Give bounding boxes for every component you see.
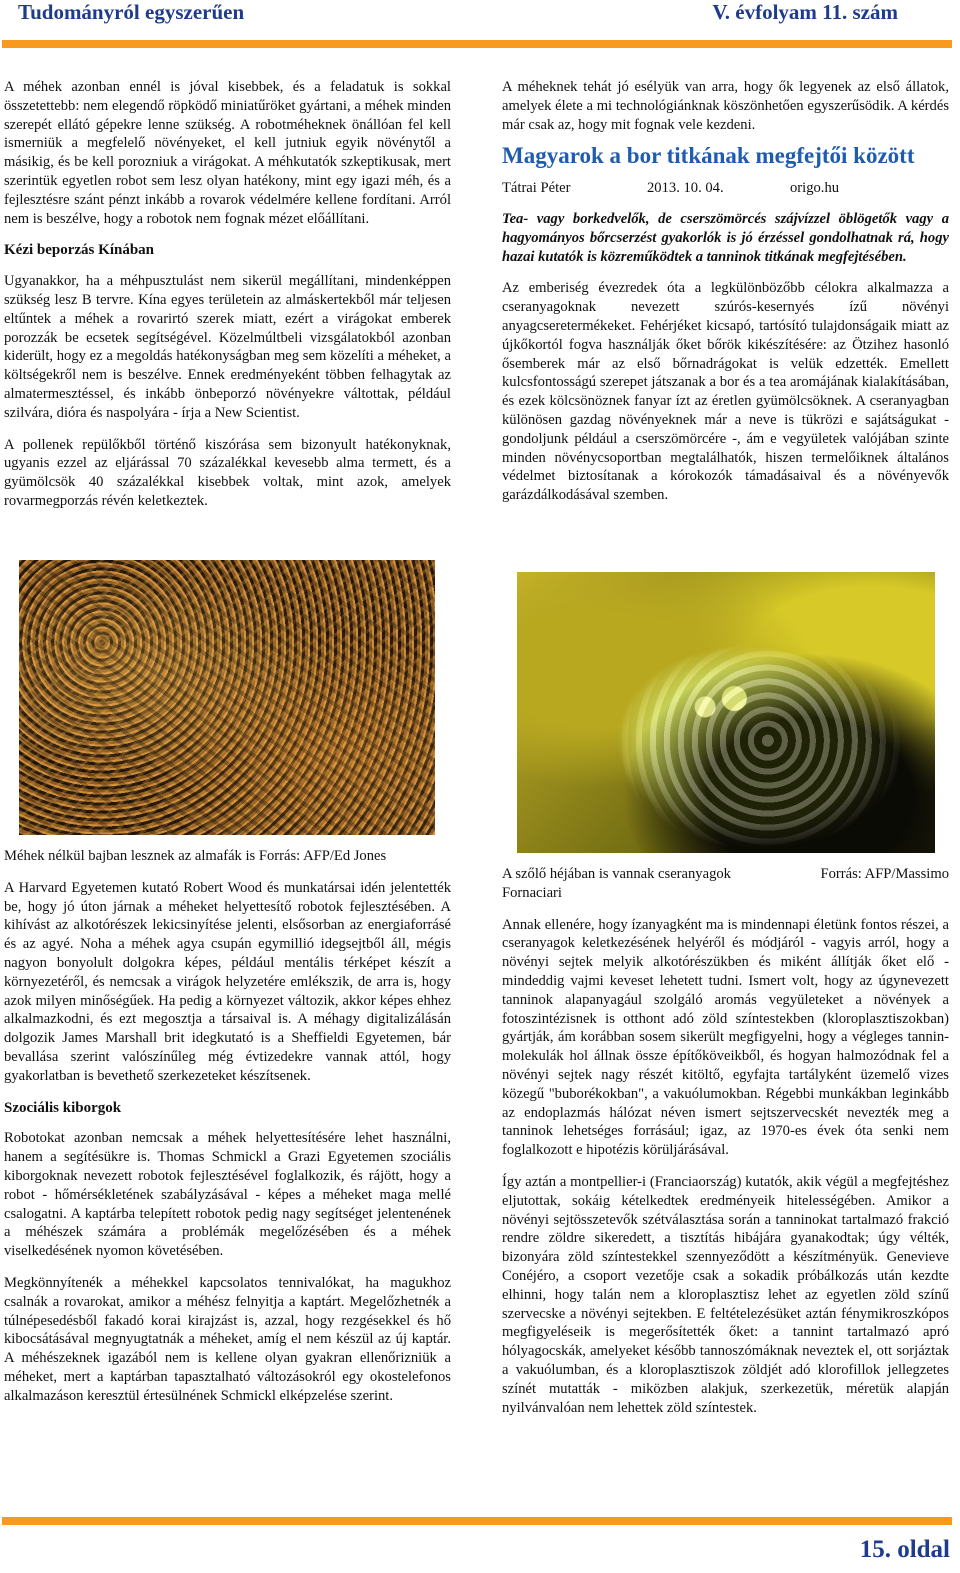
grapes-photo (517, 572, 935, 853)
image-caption: Méhek nélkül bajban lesznek az almafák is Forrás: AFP/Ed Jones (4, 848, 387, 864)
paragraph: Így aztán a montpellier-i (Franciaország) kutatók, akik végül a megfejtéshez eljutottak, sokáig kételkedtek eredményeik hitelességében. Amikor a növényi sejtösszetevők szétválasztása során a tanninokat tartalmazó frakció rendre zöldre sikeredett, a tisztítás hibájára gyanakodtak; úgy vélték, bizonyára zöld színtestekkel szennyeződött a készítményük. Genevieve Conéjéro, a csoport vezetője csak a sokadik próbálkozás után kezdte elhinni, hogy talán nem a kloroplasztisz lehet az egyetlen zöld színű szervecske a növényi sejtekben. E feltételezésüket aztán fénymikroszkópos megfigyeléseik is megerősítették őket: a tannint tartalmazó apró hólyagocskák, amelyeket később tannoszómáknak neveztek el, ott sorjáztak a vakuólumban, és a kloroplasztiszok zöldjét adó klorofillok jellegzetes színét mutatták - miközben alakjuk, szerkezetük, méretük alapján nyilvánvalóan nem lehettek zöld színtestek. (502, 1173, 949, 1416)
date: 2013. 10. 04. (647, 180, 724, 197)
article-lead: Tea- vagy borkedvelők, de cserszömörcés szájvízzel öblögetők vagy a hagyományos bőrcserzést gyakorlók is jó érzéssel gondolhatnak rá, hogy hazai kutatók is közreműködtek a tanninok titkának megfejtésében. (502, 210, 949, 265)
caption-source: Forrás: AFP/Massimo (820, 866, 949, 882)
page-header (0, 0, 960, 38)
right-column-top (502, 78, 949, 518)
paragraph: A méhek azonban ennél is jóval kisebbek, és a feladatuk is sokkal összetettebb: nem elegendő röpködő miniatűröket gyártani, a méhek minden szerepét ellátó gépekre lenne szükség. A robotméheknek önállóan fel kell ismerniük a megfelelő növényeket, el kell jutniuk egyik növénytől a másikig, és be kell porozniuk a virágokat. A méhkutatók szkeptikusak, mert szerintük egyetlen robot sem lesz olyan hatékony, mint egy igazi méh, és a fejlesztésre szánt pénzt inkább a rovarok védelmére kellene fordítani. Arról nem is beszélve, hogy a robotok nem fognak mézet előállítani. (4, 79, 451, 227)
article-title: Magyarok a bor titkának megfejtői között (502, 143, 915, 169)
paragraph: A méheknek tehát jó esélyük van arra, hogy ők legyenek az első állatok, amelyek élete a mi technológiánknak köszönhetően egyszerűsödik. A kérdés már csak az, hogy mit fognak vele kezdeni. (502, 79, 949, 133)
source: origo.hu (790, 180, 840, 197)
caption-text: A szőlő héjában is vannak cseranyagok (502, 866, 731, 882)
bees-photo (19, 560, 435, 835)
paragraph: Ugyanakkor, ha a méhpusztulást nem sikerül megállítani, mindenképpen szükség lesz B tervre. Kína egyes területein az almáskertekből már teljesen eltűntek a méhek a rovarirtó szerek miatt, ezért a virágokat emberek porozzák be ecsetek segítségével. Közelmúltbeli vizsgálatokból azonban kiderült, hogy ez a megoldás hatékonyságban meg sem közelíti a méheket, a költségekről nem is beszélve. Ennek eredményeként többen felhagytak az almatermesztéssel, és inkább önbeporzó növényekre váltottak, például szilvára, dióra és naspolyára - írja a New Scientist. (4, 273, 451, 421)
magazine-title: Tudományról egyszerűen (18, 0, 245, 24)
paragraph: Megkönnyítenék a méhekkel kapcsolatos tennivalókat, ha magukhoz csalnák a rovarokat, amikor a méhész felnyitja a kaptárt. Megelőzhetnék a túlnépesedésből fakadó korai kirajzást is, azzal, hogy rezgésekkel és hő kibocsátásával megnyugtatnák a méheket, amíg el nem készül az új kaptár. A méhészeknek igazából nem is kellene olyan gyakran ellenőrizniük a méheket, mert a kaptárban tapasztalható változásokról egy okostelefonos alkalmazáson keresztül értesülnének Schmickl elképzelése szerint. (4, 1274, 451, 1404)
left-column-bottom (4, 847, 451, 1419)
paragraph: A pollenek repülőkből történő kiszórása sem bizonyult hatékonyknak, ugyanis ezzel az eljárással 70 százalékkal kevesebb alma termett, és a gyümölcsök 40 százalékkal kisebbek voltak, mint azok, amelyek rovarmegporzás révén keletkeztek. (4, 436, 451, 509)
paragraph: Az emberiség évezredek óta a legkülönbözőbb célokra alkalmazza a cseranyagoknak nevezett szúrós-kesernyés ízű növényi anyagcseretermékeket. Fehérjéket kicsapó, tartósító tulajdonságaik miatt az újkőkortól fogva használják őket bőrök kikészítésére: az Ötzihez hasonló ősemberek már az első bőrnadrágokat is velük edzették. Emellett kulcsfontosságú szerepet játszanak a bor és a tea aromájának kialakításában, és ezek kölcsönöznek fanyar ízt az éretlen gyümölcsöknek. A cseranyagban különösen gazdag növényeknek már a neve is tükrözi e sajátságukat - gondoljunk például a cserszömörcére -, ám e vegyületek valójában szinte minden növénycsoportban megtalálhatók, hiszen termelőiknek általános védelmet biztosítanak a kórokozók támadásaival és a növényevők garázdálkodásával szemben. (502, 280, 949, 504)
paragraph: Robotokat azonban nemcsak a méhek helyettesítésére lehet használni, hanem a segítésükre is. Thomas Schmickl a Grazi Egyetemen szociális kiborgoknak nevezett robotok fejlesztésével foglalkozik, és rájött, hogy a robot - hőmérsékletének szabályzásával - képes a méheket maga mellé csalogatni. A kaptárba telepített robotok pedig nagy segítséget jelentenének a méhészek számára a problémák megelőzésében és a méhek viselkedésének nyomon követésében. (4, 1130, 451, 1260)
left-column-top (4, 78, 451, 524)
author: Tátrai Péter (502, 180, 571, 197)
subheading-kezi-beporzas: Kézi beporzás Kínában (4, 242, 155, 259)
paragraph: A Harvard Egyetemen kutató Robert Wood és munkatársai idén jelentették be, hogy jó úton járnak a méheket helyettesítő robotok fejlesztésében. A kihívást az alkotórészek lekicsinyítése jelenti, elsősorban az energiaforrásé és az agyé. Noha a méhek agya csupán egymillió idegsejtből áll, mégis nagyon bonyolult dolgokra képes, például mentális térképet készít a környezetéről, és nemcsak a virágok helyzetére emlékszik, de arra is, hogy azok milyen minőségűek. Ha pedig a környezet változik, akkor képes ehhez alkalmazkodni, és ezt megosztja a társaival is. A méhagy digitalizálásán dolgozik James Marshall brit idegkutató is a Sheffieldi Egyetemen, bár bevallása szerint valószínűleg még évtizedekre vannak attól, hogy gyakorlatban is bevethető szerkezeteket készítsenek. (4, 879, 451, 1084)
right-column-bottom (502, 865, 949, 1430)
header-rule (2, 40, 952, 48)
issue-label: V. évfolyam 11. szám (712, 0, 898, 24)
paragraph: Annak ellenére, hogy ízanyagként ma is mindennapi életünk fontos részei, a cseranyagok keletkezésének helyéről és módjáról - vagyis arról, hogy a növényi sejtek melyik alkotórészükben és miként állítják őket elő - mindeddig vajmi keveset lehetett tudni. Ismert volt, hogy az úgynevezett tanninok alapanyagául szolgáló aromás vegyületeket a növények a fotoszintézisnek is otthont adó zöld színtestekben (kloroplasztiszokban) gyártják, ám korábban sosem sikerült megfigyelni, hogy a végleges tannin-molekulák hol állnak össze építőköveikből, és hogyan halmozódnak fel a növényi sejtek nagy részét kitöltő, egyfajta tartályként üzemelő vizes közegű "buborékokban", a vakuólumokban. Régebbi munkákban leginkább az endoplazmás hálózat néven ismert sejtszervecskét nevezték meg a tanninok lehetséges forrásául; igaz, az 1970-es évek óta senki nem foglalkozott e hipotézis körüljárásával. (502, 916, 949, 1159)
image-caption (502, 865, 949, 903)
subheading-szocialis-kiborgok: Szociális kiborgok (4, 1099, 122, 1116)
caption-source-cont: Fornaciari (502, 884, 562, 901)
footer-rule (2, 1517, 952, 1525)
article-meta (502, 179, 949, 198)
page-number: 15. oldal (859, 1536, 950, 1563)
